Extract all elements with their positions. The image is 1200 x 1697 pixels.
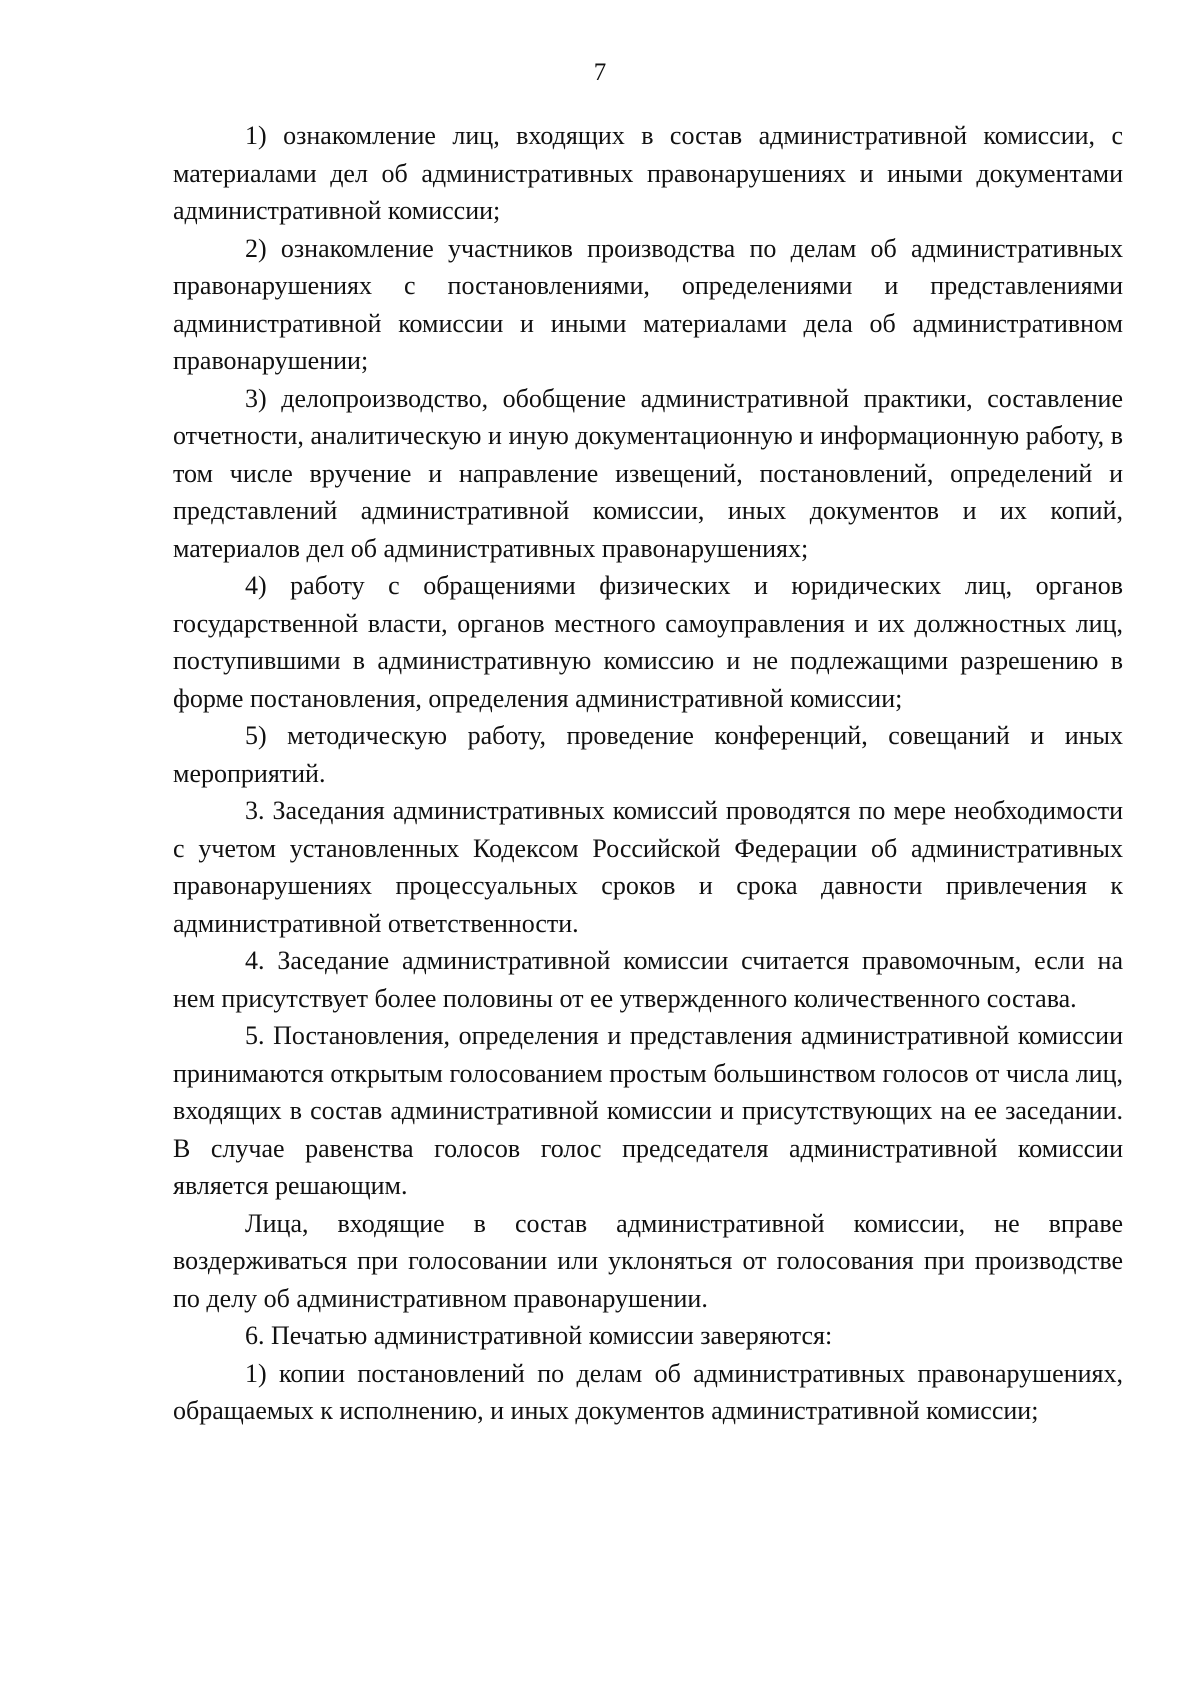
paragraph-item-4-appeals-work: 4) работу с обращениями физических и юридических лиц, органов государственной власти, органов местного самоуправления и их должностных лиц, поступившими в административную комиссию и не подлежащими разрешению в форме постановления, определения административной комиссии; <box>173 571 1123 713</box>
paragraph-section-3-meetings: 3. Заседания административных комиссий проводятся по мере необходимости с учетом установленных Кодексом Российской Федерации об административных правонарушениях процессуальных сроков и срока давности привлечения к административной ответственности. <box>173 796 1123 938</box>
paragraph-section-6-seal: 6. Печатью административной комиссии заверяются: <box>245 1321 833 1350</box>
document-body <box>173 117 1123 1430</box>
paragraph-section-5-voting: 5. Постановления, определения и представления административной комиссии принимаются открытым голосованием простым большинством голосов от числа лиц, входящих в состав административной комиссии и присутствующих на ее заседании. В случае равенства голосов голос председателя административной комиссии является решающим. <box>173 1021 1123 1200</box>
paragraph-seal-item-1-copies: 1) копии постановлений по делам об административных правонарушениях, обращаемых к исполнению, и иных документов административной комиссии; <box>173 1358 1123 1425</box>
paragraph-section-4-quorum: 4. Заседание административной комиссии считается правомочным, если на нем присутствует более половины от ее утвержденного количественного состава. <box>173 946 1123 1013</box>
paragraph-item-2-familiarization-participants: 2) ознакомление участников производства по делам об административных правонарушениях с постановлениями, определениями и представлениями административной комиссии и иными материалами дела об административном правонарушении; <box>173 233 1123 375</box>
paragraph-item-1-familiarization-members: 1) ознакомление лиц, входящих в состав административной комиссии, с материалами дел об административных правонарушениях и иными документами административной комиссии; <box>173 121 1123 225</box>
page-number: 7 <box>593 59 607 86</box>
paragraph-members-abstain-rule: Лица, входящие в состав административной комиссии, не вправе воздерживаться при голосовании или уклоняться от голосования при производстве по делу об административном правонарушении. <box>173 1208 1123 1313</box>
paragraph-item-5-methodical-work: 5) методическую работу, проведение конференций, совещаний и иных мероприятий. <box>173 721 1123 788</box>
paragraph-item-3-record-keeping: 3) делопроизводство, обобщение административной практики, составление отчетности, аналитическую и иную документационную и информационную работу, в том числе вручение и направление извещений, постановлений, определений и представлений административной комиссии, иных документов и их копий, материалов дел об административных правонарушениях; <box>173 383 1123 563</box>
